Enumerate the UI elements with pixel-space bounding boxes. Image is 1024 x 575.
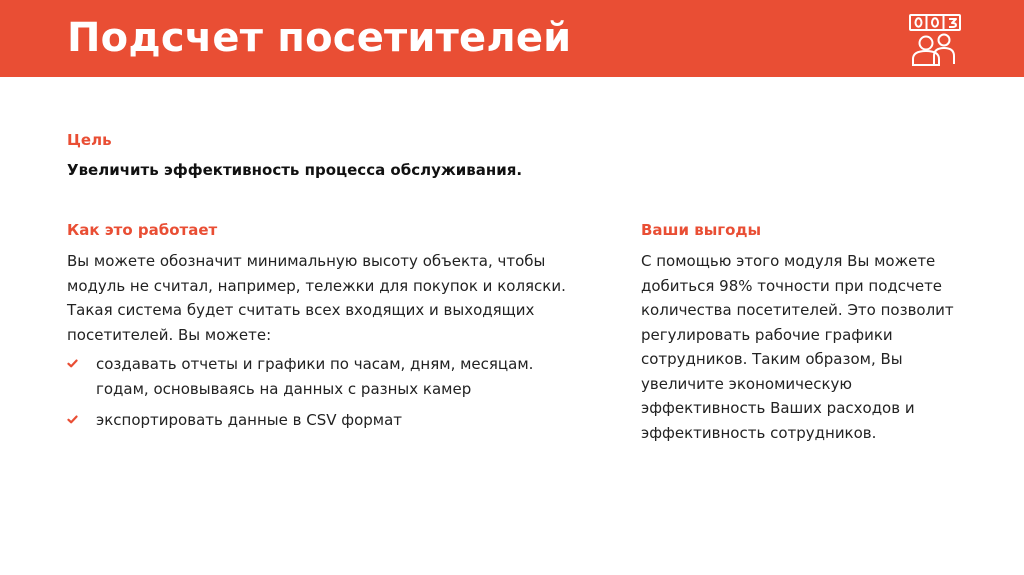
page-title: Подсчет посетителей [67,15,572,61]
people-counter-icon [908,13,962,67]
how-it-works-paragraph: Вы можете обозначит минимальную высоту объекта, чтобы модуль не считал, например, тележки для покупок и коляски. Такая система будет считать всех входящих и выходящих посетителей. Вы можете: [67,252,566,344]
list-item-text: экспортировать данные в CSV формат [96,411,403,429]
header-bar [0,0,1024,77]
goal-text: Увеличить эффективность процесса обслуживания. [67,161,523,179]
feature-list [67,352,577,440]
list-item-text: создавать отчеты и графики по часам, дням, месяцам. годам, основываясь на данных с разных камер [96,355,534,398]
benefits-paragraph: С помощью этого модуля Вы можете добиться 98% точности при подсчете количества посетителей. Это позволит регулировать рабочие графики сотрудников. Таким образом, Вы увеличите экономическую эффективность Ваших расходов и эффективность сотрудников. [641,252,954,442]
goal-heading: Цель [67,131,112,149]
list-item [67,408,577,433]
list-item [67,352,577,401]
how-it-works-heading: Как это работает [67,221,218,239]
checkmark-icon [67,359,78,368]
benefits-heading: Ваши выгоды [641,221,762,239]
checkmark-icon [67,415,78,424]
